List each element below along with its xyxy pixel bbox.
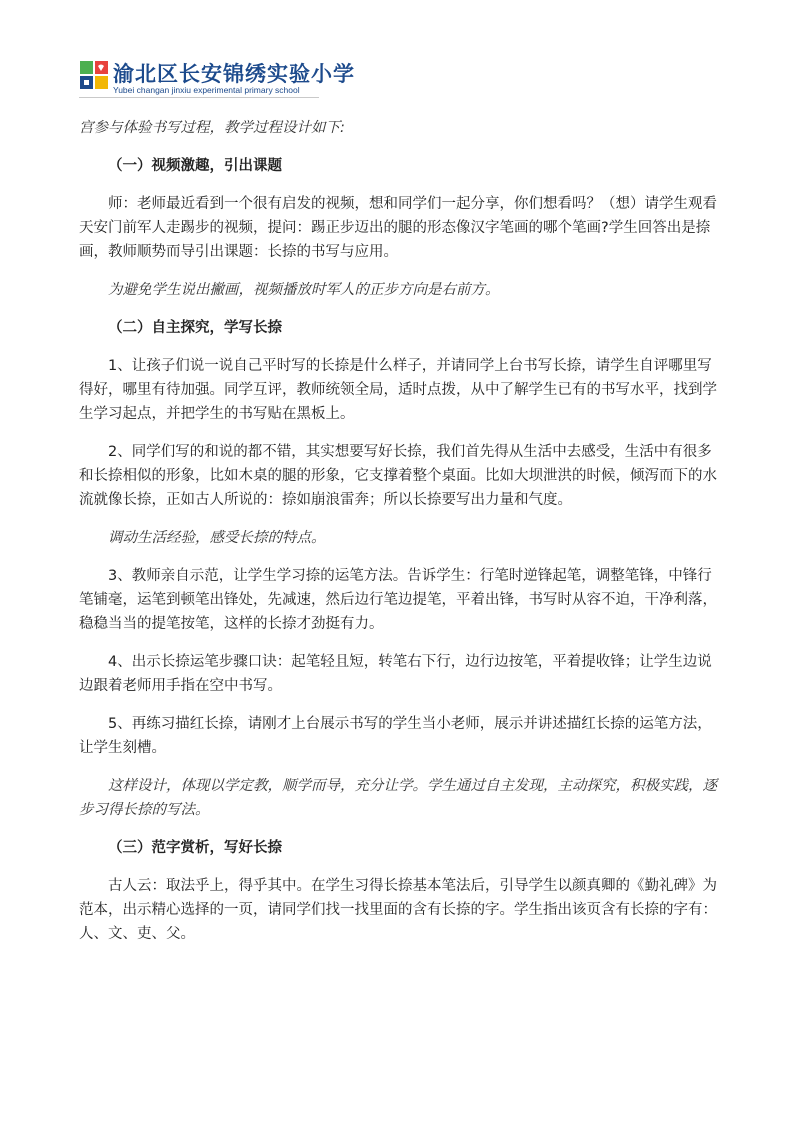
section2-paragraph-1: 1、让孩子们说一说自己平时写的长捺是什么样子，并请同学上台书写长捺，请学生自评哪里写得好，哪里有待加强。同学互评，教师统领全局，适时点拨，从中了解学生已有的书写水平，找到学生学习起点，并把学生的书写贴在黑板上。 [79, 358, 717, 422]
section-heading-1: （一）视频激趣，引出课题 [108, 158, 282, 174]
intro-note: 宫参与体验书写过程，教学过程设计如下: [79, 120, 345, 136]
section2-paragraph-4: 4、出示长捺运笔步骤口诀：起笔轻且短，转笔右下行，边行边按笔，平着提收锋；让学生边说边跟着老师用手指在空中书写。 [79, 654, 712, 694]
section-heading-3: （三）范字赏析，写好长捺 [108, 840, 282, 856]
section-heading-2: （二）自主探究，学写长捺 [108, 320, 282, 336]
section2-paragraph-2: 2、同学们写的和说的都不错，其实想要写好长捺，我们首先得从生活中去感受，生活中有很多和长捺相似的形象，比如木桌的腿的形象，它支撑着整个桌面。比如大坝泄洪的时候，倾泻而下的水流就像长捺，正如古人所说的：捺如崩浪雷奔；所以长捺要写出力量和气度。 [79, 444, 717, 508]
school-name-english: Yubei changan jinxiu experimental primary school [113, 85, 300, 95]
school-name: 渝北区长安锦绣实验小学 [113, 62, 355, 86]
section1-paragraph: 师：老师最近看到一个很有启发的视频，想和同学们一起分享，你们想看吗？（想）请学生观看天安门前军人走踢步的视频，提问：踢正步迈出的腿的形态像汉字笔画的哪个笔画?学生回答出是捺画，教师顺势而导引出课题：长捺的书写与应用。 [79, 196, 717, 260]
section2-paragraph-3: 3、教师亲自示范，让学生学习捺的运笔方法。告诉学生：行笔时逆锋起笔，调整笔锋，中锋行笔铺毫，运笔到顿笔出锋处，先减速，然后边行笔边提笔，平着出锋，书写时从容不迫，干净利落，稳稳当当的提笔按笔，这样的长捺才劲挺有力。 [79, 568, 717, 632]
section1-note: 为避免学生说出撇画，视频播放时军人的正步方向是右前方。 [108, 282, 500, 298]
section2-note-2: 这样设计，体现以学定教，顺学而导，充分让学。学生通过自主发现，主动探究，积极实践，逐步习得长捺的写法。 [79, 778, 717, 818]
section2-paragraph-5: 5、再练习描红长捺，请刚才上台展示书写的学生当小老师，展示并讲述描红长捺的运笔方法，让学生刻槽。 [79, 716, 712, 756]
page-header [79, 58, 355, 98]
header-divider [79, 97, 319, 98]
section3-paragraph: 古人云：取法乎上，得乎其中。在学生习得长捺基本笔法后，引导学生以颜真卿的《勤礼碑》为范本，出示精心选择的一页，请同学们找一找里面的含有长捺的字。学生指出该页含有长捺的字有：人、文、吏、父。 [79, 878, 717, 942]
document-body [79, 110, 719, 946]
school-logo-icon [79, 60, 109, 90]
section2-note-1: 调动生活经验，感受长捺的特点。 [108, 530, 326, 546]
